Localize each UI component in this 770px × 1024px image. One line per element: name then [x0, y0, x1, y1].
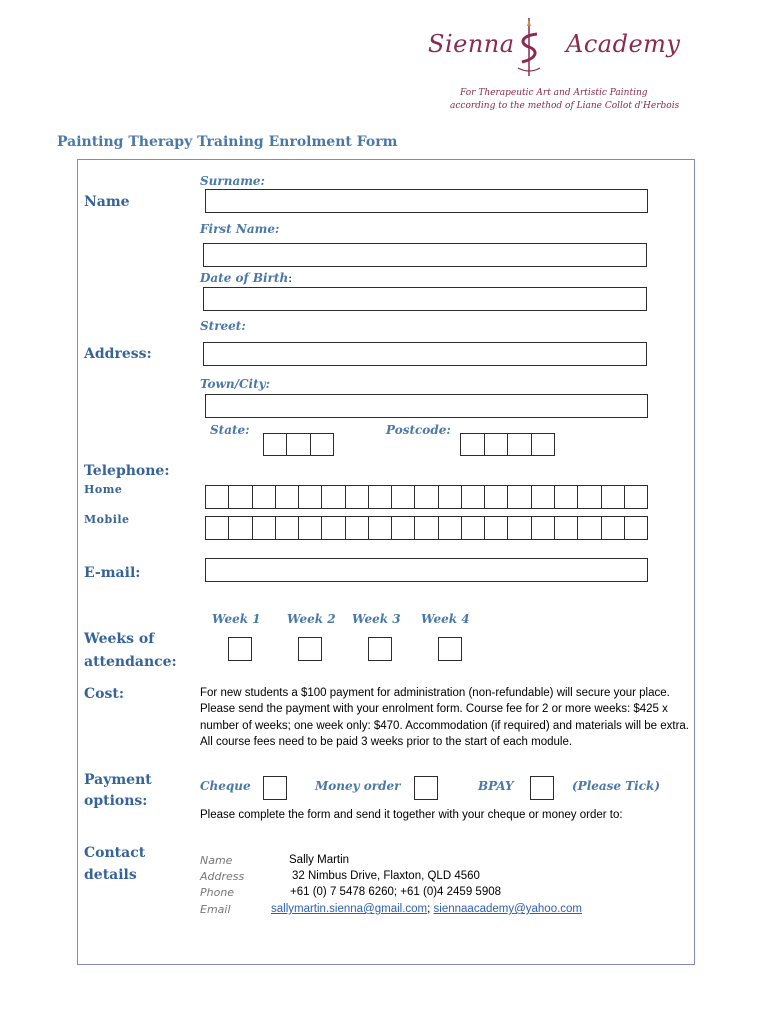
cheque-label: Cheque [200, 779, 251, 793]
street-label: Street: [200, 319, 246, 333]
mobile-phone-input[interactable] [205, 516, 648, 540]
cheque-checkbox[interactable] [263, 776, 287, 800]
contact-address-label: Address [200, 870, 245, 883]
week-1-label: Week 1 [212, 612, 261, 626]
first-name-label: First Name: [200, 222, 280, 236]
contact-emails [271, 903, 582, 915]
cost-text: For new students a $100 payment for administration (non-refundable) will secure your place. Please send the payment with your enrolment form. Course fee for 2 or more weeks: $425 x number of weeks; one week only: $470. Accommodation (if required) and materials will be extra. All course fees need to be paid 3 weeks prior to the start of each module. [200, 687, 689, 749]
week-3-label: Week 3 [352, 612, 401, 626]
town-label: Town/City: [200, 377, 271, 391]
dob-label: Date of Birth [200, 271, 289, 285]
payment-heading-line-1: Payment [84, 772, 152, 788]
contact-heading-line-1: Contact [84, 845, 146, 861]
mobile-label: Mobile [84, 513, 130, 526]
week-4-label: Week 4 [421, 612, 470, 626]
dob-input[interactable] [203, 287, 647, 311]
contact-heading-line-2: details [84, 867, 137, 883]
dob-colon: : [288, 271, 293, 285]
contact-address-value: 32 Nimbus Drive, Flaxton, QLD 4560 [292, 870, 480, 882]
tagline-line-1: For Therapeutic Art and Artistic Painting [460, 88, 648, 98]
home-phone-input[interactable] [205, 485, 648, 509]
week-3-checkbox[interactable] [368, 637, 392, 661]
week-2-label: Week 2 [287, 612, 336, 626]
contact-phone-label: Phone [200, 886, 235, 899]
dob-label-wrap [200, 271, 292, 285]
logo-text-sienna: Sienna [428, 30, 515, 58]
cost-heading: Cost: [84, 686, 124, 702]
telephone-heading: Telephone: [84, 463, 170, 479]
contact-phone-value: +61 (0) 7 5478 6260; +61 (0)4 2459 5908 [290, 886, 502, 898]
form-title: Painting Therapy Training Enrolment Form [57, 134, 398, 150]
caduceus-icon [510, 16, 548, 78]
town-input[interactable] [205, 394, 648, 418]
address-heading: Address: [84, 346, 152, 362]
week-1-checkbox[interactable] [228, 637, 252, 661]
postcode-label: Postcode: [386, 423, 451, 437]
street-input[interactable] [203, 342, 647, 366]
surname-label: Surname: [200, 174, 265, 188]
payment-instruction: Please complete the form and send it together with your cheque or money order to: [200, 809, 623, 821]
please-tick-label: (Please Tick) [572, 779, 661, 793]
money-order-label: Money order [315, 779, 401, 793]
name-heading: Name [84, 194, 130, 210]
surname-input[interactable] [205, 189, 648, 213]
contact-name-value: Sally Martin [289, 854, 350, 866]
email-input[interactable] [205, 558, 648, 582]
weeks-heading-line-2: attendance: [84, 654, 177, 670]
email-heading: E-mail: [84, 565, 141, 581]
weeks-heading-line-1: Weeks of [84, 631, 155, 647]
tagline-line-2: according to the method of Liane Collot d'Herbois [450, 101, 680, 111]
week-2-checkbox[interactable] [298, 637, 322, 661]
contact-email-link-2[interactable]: siennaacademy@yahoo.com [433, 903, 583, 915]
first-name-input[interactable] [203, 243, 647, 267]
logo-text-academy: Academy [566, 30, 681, 58]
contact-name-label: Name [200, 854, 233, 867]
payment-heading-line-2: options: [84, 793, 148, 809]
postcode-input[interactable] [460, 433, 555, 456]
contact-email-link-1[interactable]: sallymartin.sienna@gmail.com [271, 903, 428, 915]
contact-email-label: Email [200, 903, 231, 916]
state-input[interactable] [263, 433, 334, 456]
week-4-checkbox[interactable] [438, 637, 462, 661]
money-order-checkbox[interactable] [414, 776, 438, 800]
bpay-label: BPAY [478, 779, 514, 793]
state-label: State: [210, 423, 250, 437]
email-separator: ; [427, 903, 431, 915]
bpay-checkbox[interactable] [530, 776, 554, 800]
home-label: Home [84, 483, 123, 496]
